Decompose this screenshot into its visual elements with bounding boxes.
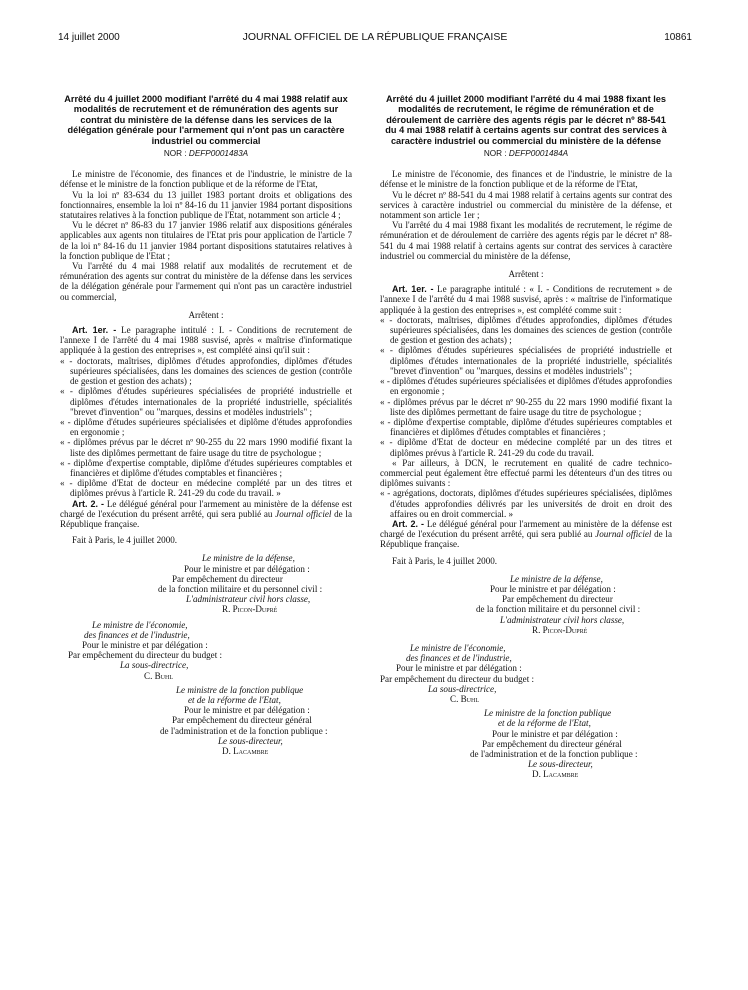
right-arretent: Arrêtent : (508, 269, 544, 280)
list-item: « - agrégations, doctorats, diplômes d'études supérieures spécialisées, diplômes d'études approfondies délivrés par les universités de droit en droit des affaires ou en droit commercial. » (380, 488, 672, 519)
right-dcn-paragraph: « Par ailleurs, à DCN, le recrutement en qualité de cadre technico-commercial peut également être effectué parmi les détenteurs d'un des titres ou diplômes suivants : (380, 457, 672, 489)
list-item: « - diplômes d'études supérieures spécialisées et diplômes d'études approfondies en ergonomie ; (380, 376, 672, 397)
sig-name: C. Buhl (450, 693, 480, 704)
list-item: « - diplôme d'Etat de docteur en médecine complété par un des titres et diplômes prévus à l'article R. 241-29 du code du travail. (380, 437, 672, 458)
sig-title: La sous-directrice, (428, 683, 497, 694)
sig-line: de la fonction militaire et du personnel civil : (476, 604, 641, 615)
sig-line: de la fonction militaire et du personnel civil : (158, 583, 323, 594)
sig-line: Par empêchement du directeur (172, 573, 283, 584)
sig-name: D. Lacambre (532, 769, 579, 780)
sig-name: R. Picon-Dupré (532, 624, 588, 635)
sig-name: R. Picon-Dupré (222, 604, 278, 615)
right-nor (380, 149, 672, 159)
right-signature-defense (380, 574, 672, 635)
left-vu-3: Vu l'arrêté du 4 mai 1988 relatif aux modalités de recrutement et de rémunération des agents sur contrat du ministère de la défense dans les services de la délégation générale pour l'armement qui n'ont pas un caractère industriel ou commercial, (60, 261, 352, 302)
sig-line: Par empêchement du directeur général (482, 738, 622, 749)
nor-code: DEFP0001483A (188, 149, 249, 159)
right-article-2 (380, 519, 672, 550)
nor-label: NOR : (483, 149, 507, 159)
list-item: « - diplôme d'expertise comptable, diplôme d'études supérieures comptables et financières et diplôme d'études comptables et financières ; (60, 457, 352, 478)
sig-line: de l'administration et de la fonction publique : (160, 725, 328, 736)
article-label: Art. 1er. - (72, 325, 117, 336)
sig-line: Par empêchement du directeur du budget : (380, 673, 535, 684)
right-decree-title: Arrêté du 4 juillet 2000 modifiant l'arrêté du 4 mai 1988 fixant les modalités de recrutement, le régime de rémunération et de déroulement de carrière des agents régis par le décret nº 88-541 du 4 mai 1988 relatif à certains agents sur contrat des services à caractère industriel ou commercial du ministère de la défense (385, 94, 667, 146)
sig-line: Pour le ministre et par délégation : (184, 563, 310, 574)
sig-line: Pour le ministre et par délégation : (396, 663, 522, 674)
list-item: « - diplômes prévus par le décret nº 90-255 du 22 mars 1990 modifié fixant la liste des diplômes permettant de faire usage du titre de psychologue ; (60, 437, 352, 458)
sig-minister: des finances et de l'industrie, (406, 653, 512, 664)
right-column (380, 94, 672, 780)
nor-label: NOR : (163, 149, 187, 159)
article-text: de la République française. (60, 508, 352, 529)
list-item: « - doctorats, maîtrises, diplômes d'études approfondies, diplômes d'études supérieures spécialisées, dans les domaines des sciences de gestion (contrôle de gestion et gestion des achats) ; (380, 314, 672, 346)
article-label: Art. 2. - (392, 518, 425, 529)
left-signature-fonction-publique (60, 685, 352, 756)
sig-name: D. Lacambre (222, 746, 269, 756)
sig-line: Par empêchement du directeur (502, 594, 613, 605)
journal-officiel: Journal officiel (595, 529, 652, 540)
right-article-1 (380, 284, 672, 315)
sig-minister: Le ministre de la fonction publique (484, 708, 612, 719)
article-text: Le délégué général pour l'armement au ministère de la défense est chargé de l'exécution du présent arrêté, qui sera publié au (60, 498, 352, 519)
sig-minister: Le ministre de la défense, (510, 573, 603, 584)
article-label: Art. 2. - (72, 498, 105, 509)
article-text: de la République française. (380, 529, 672, 550)
sig-name: C. Buhl (144, 670, 174, 681)
list-item: « - diplômes prévus par le décret nº 90-255 du 22 mars 1990 modifié fixant la liste des diplômes permettant de faire usage du titre de psychologue ; (380, 396, 672, 417)
sig-minister: et de la réforme de l'Etat, (498, 718, 591, 729)
journal-title: JOURNAL OFFICIEL DE LA RÉPUBLIQUE FRANÇAISE (242, 31, 508, 43)
sig-minister: Le ministre de la fonction publique (176, 684, 304, 695)
sig-title: La sous-directrice, (120, 660, 189, 671)
sig-minister: des finances et de l'industrie, (84, 629, 190, 640)
sig-title: Le sous-directeur, (218, 735, 283, 746)
left-vu-2: Vu le décret nº 86-83 du 17 janvier 1986 relatif aux dispositions générales applicables aux agents non titulaires de l'Etat pris pour application de l'article 7 de la loi nº 84-16 du 11 janvier 1984 portant dispositions statutaires relatives à la fonction publique de l'Etat ; (60, 220, 352, 261)
sig-title: Le sous-directeur, (528, 759, 593, 770)
right-vu-2: Vu l'arrêté du 4 mai 1988 fixant les modalités de recrutement, le régime de rémunération et de déroulement de carrière des agents régis par le décret nº 88-541 du 4 mai 1988 relatif à certains agents sur contrat des services à caractère industriel ou commercial du ministère de la défense, (380, 220, 672, 261)
left-article-2 (60, 499, 352, 530)
article-text: Le délégué général pour l'armement au ministère de la défense est chargé de l'exécution du présent arrêté, qui sera publié au (380, 518, 672, 540)
nor-code: DEFP0001484A (508, 149, 569, 159)
sig-title: L'administrateur civil hors classe, (186, 594, 311, 605)
left-nor (60, 149, 352, 159)
sig-minister: Le ministre de l'économie, (410, 642, 506, 653)
sig-line: Pour le ministre et par délégation : (490, 583, 616, 594)
article-label: Art. 1er. - (392, 284, 434, 295)
left-decree-title: Arrêté du 4 juillet 2000 modifiant l'arrêté du 4 mai 1988 relatif aux modalités de recrutement et de rémunération des agents sur contrat du ministère de la défense dans les services de la délégation générale pour l'armement qui n'ont pas un caractère industriel ou commercial (64, 94, 348, 146)
article-text: Le paragraphe intitulé : « I. - Conditions de recrutement » de l'annexe I de l'arrêté du 4 mai 1988 susvisé, après : « maîtrise de l'informatique appliquée à la gestion des entreprises », est complété comme suit : (380, 284, 672, 315)
sig-minister: Le ministre de l'économie, (92, 619, 188, 630)
sig-line: Par empêchement du directeur général (172, 715, 312, 726)
right-signature-fonction-publique (380, 708, 672, 779)
sig-line: Pour le ministre et par délégation : (184, 705, 310, 716)
right-vu-1: Vu le décret nº 88-541 du 4 mai 1988 relatif à certains agents sur contrat des services à caractère industriel ou commercial du ministère de la défense, et notamment son article 1er ; (380, 189, 672, 221)
list-item: « - diplômes d'études supérieures spécialisées de propriété industrielle et diplômes d'études internationales de la propriété industrielle, spécialités "brevet d'invention" ou "marques, dessins et modèles industriels" ; (380, 345, 672, 376)
left-fait: Fait à Paris, le 4 juillet 2000. (72, 535, 178, 546)
list-item: « - diplôme d'expertise comptable, diplôme d'études supérieures comptables et financières et diplômes d'études comptables et financières ; (380, 416, 672, 438)
journal-officiel: Journal officiel (275, 508, 332, 519)
left-column (60, 94, 352, 756)
right-fait: Fait à Paris, le 4 juillet 2000. (392, 555, 498, 566)
article-text: Le paragraphe intitulé : I. - Conditions de recrutement de l'annexe I de l'arrêté du 4 mai 1988 susvisé, après « maîtrise d'informatique appliquée à la gestion des entreprises », est complété ainsi qu'il suit : (60, 325, 352, 356)
page-number: 10861 (664, 32, 692, 43)
left-signature-defense (60, 553, 352, 614)
sig-line: de l'administration et de la fonction publique : (470, 749, 638, 759)
left-signature-economie (60, 620, 352, 681)
sig-title: L'administrateur civil hors classe, (500, 614, 625, 625)
right-intro: Le ministre de l'économie, des finances et de l'industrie, le ministre de la défense et le ministre de la fonction publique et de la réforme de l'Etat, (380, 169, 672, 190)
right-signature-economie (380, 643, 672, 704)
sig-line: Pour le ministre et par délégation : (82, 639, 208, 650)
sig-minister: et de la réforme de l'Etat, (188, 694, 281, 705)
page-header (58, 30, 692, 46)
list-item: « - doctorats, maîtrises, diplômes d'études approfondies, diplômes d'études supérieures spécialisées, dans les domaines des sciences de gestion (contrôle de gestion et gestion des achats) ; (60, 355, 352, 387)
sig-minister: Le ministre de la défense, (202, 553, 295, 564)
left-intro: Le ministre de l'économie, des finances et de l'industrie, le ministre de la défense et le ministre de la fonction publique et de la réforme de l'Etat, (60, 169, 352, 190)
sig-line: Par empêchement du directeur du budget : (68, 650, 223, 661)
header-date: 14 juillet 2000 (58, 32, 120, 43)
list-item: « - diplômes d'études supérieures spécialisées de propriété industrielle et diplômes d'études internationales de la propriété industrielle, spécialités "brevet d'invention" ou "marques, dessins et modèles industriels" ; (60, 386, 352, 417)
left-arretent: Arrêtent : (188, 309, 224, 320)
left-article-1 (60, 325, 352, 356)
list-item: « - diplôme d'études supérieures spécialisées et diplôme d'études approfondies en ergonomie ; (60, 416, 352, 438)
left-vu-1: Vu la loi nº 83-634 du 13 juillet 1983 portant droits et obligations des fonctionnaires, ensemble la loi nº 84-16 du 11 janvier 1984 portant dispositions statutaires relatives à la fonction publique de l'Etat, notamment son article 4 ; (60, 189, 352, 221)
list-item: « - diplôme d'Etat de docteur en médecine complété par un des titres et diplômes prévus à l'article R. 241-29 du code du travail. » (60, 478, 352, 499)
sig-line: Pour le ministre et par délégation : (492, 728, 618, 739)
